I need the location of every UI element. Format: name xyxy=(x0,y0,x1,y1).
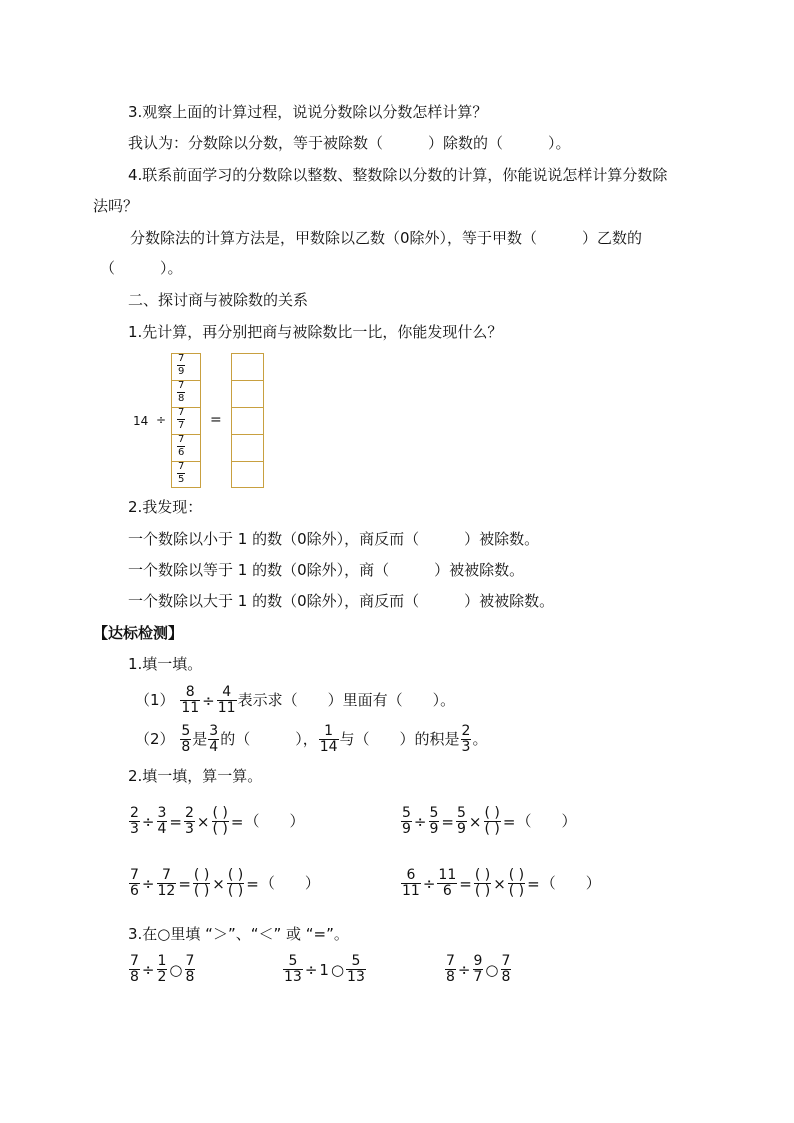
quotient-cell[interactable] xyxy=(232,435,263,462)
quotient-cell[interactable] xyxy=(232,354,263,381)
check-q1: 1.填一填。 xyxy=(128,655,203,673)
fraction: $\frac{8}{11}$ xyxy=(181,684,200,716)
check-title: 【达标检测】 xyxy=(93,624,184,642)
dividend: 14 xyxy=(133,414,149,428)
calc-4: $\frac{6}{11}$ ÷ $\frac{11}{6}$ = $\frac{( )}{( )}$ × $\frac{( )}{( )}$ =（ ） xyxy=(402,867,601,899)
compare-3: $\frac{7}{8}$ ÷ $\frac{9}{7}$ ○ $\frac{7}{8}$ xyxy=(444,950,512,989)
check-q2: 2.填一填，算一算。 xyxy=(128,767,263,785)
compare-circle: ○ xyxy=(485,960,499,979)
finding-2: 一个数除以等于 1 的数（0除外），商（ ）被被除数。 xyxy=(128,561,525,579)
compare-circle: ○ xyxy=(330,960,345,979)
section2-title: 二、探讨商与被除数的关系 xyxy=(128,291,309,309)
q3-title: 3.观察上面的计算过程，说说分数除以分数怎样计算？ xyxy=(128,103,488,121)
equals-sign: = xyxy=(210,412,222,428)
compare-1: $\frac{7}{8}$ ÷ $\frac{1}{2}$ ○ $\frac{7}{8}$ xyxy=(128,950,196,989)
fraction: $\frac{2}{3}$ xyxy=(461,723,471,755)
calc-1: $\frac{2}{3}$ ÷ $\frac{3}{4}$ = $\frac{2}{3}$ × $\frac{( )}{( )}$ =（ ） xyxy=(130,805,305,837)
divisor-column xyxy=(171,353,201,488)
check-p2: （2） $\frac{5}{8}$ 是 $\frac{3}{4}$ 的（ ）， $\frac{1}{14}$ 与（ ）的积是 $\frac{2}{3}$ 。 xyxy=(135,723,488,755)
fraction: $\frac{1}{14}$ xyxy=(319,723,338,755)
divisor-cell: $\frac{7}{8}$ xyxy=(172,381,200,408)
fraction: $\frac{4}{11}$ xyxy=(217,684,236,716)
fraction: $\frac{5}{8}$ xyxy=(181,723,191,755)
fraction: $\frac{3}{4}$ xyxy=(209,723,219,755)
section2-q2: 2.我发现： xyxy=(128,498,203,516)
calc-2: $\frac{5}{9}$ ÷ $\frac{5}{9}$ = $\frac{5}{9}$ × $\frac{( )}{( )}$ =（ ） xyxy=(402,805,577,837)
calc-3: $\frac{7}{6}$ ÷ $\frac{7}{12}$ = $\frac{( )}{( )}$ × $\frac{( )}{( )}$ =（ ） xyxy=(130,867,320,899)
divisor-cell: $\frac{7}{6}$ xyxy=(172,435,200,462)
compare-circle: ○ xyxy=(169,960,183,979)
quotient-cell[interactable] xyxy=(232,462,263,488)
q4-title-b: 法吗？ xyxy=(93,197,139,215)
q4-title-a: 4.联系前面学习的分数除以整数、整数除以分数的计算，你能说说怎样计算分数除 xyxy=(128,166,668,184)
compare-2: $\frac{5}{13}$ ÷ 1 ○ $\frac{5}{13}$ xyxy=(282,950,367,989)
q3-answer-line: 我认为：分数除以分数，等于被除数（ ）除数的（ ）。 xyxy=(128,134,571,152)
q4-line-a: 分数除法的计算方法是，甲数除以乙数（0除外），等于甲数（ ）乙数的 xyxy=(130,229,643,247)
quotient-cell[interactable] xyxy=(232,408,263,435)
divisor-cell: $\frac{7}{9}$ xyxy=(172,354,200,381)
check-q3: 3.在○里填 “＞”、“＜” 或 “=”。 xyxy=(128,925,349,943)
q4-line-b: （ ）。 xyxy=(100,259,183,277)
finding-1: 一个数除以小于 1 的数（0除外），商反而（ ）被除数。 xyxy=(128,530,540,548)
quotient-column xyxy=(231,353,264,488)
check-p1: （1） $\frac{8}{11}$ ÷ $\frac{4}{11}$ 表示求（ ）里面有（ ）。 xyxy=(135,684,456,716)
division-sign: ÷ xyxy=(156,413,167,427)
finding-3: 一个数除以大于 1 的数（0除外），商反而（ ）被被除数。 xyxy=(128,592,555,610)
divisor-cell: $\frac{7}{7}$ xyxy=(172,408,200,435)
section2-q1: 1.先计算，再分别把商与被除数比一比，你能发现什么？ xyxy=(128,323,503,341)
divisor-cell: $\frac{7}{5}$ xyxy=(178,461,185,485)
quotient-cell[interactable] xyxy=(232,381,263,408)
